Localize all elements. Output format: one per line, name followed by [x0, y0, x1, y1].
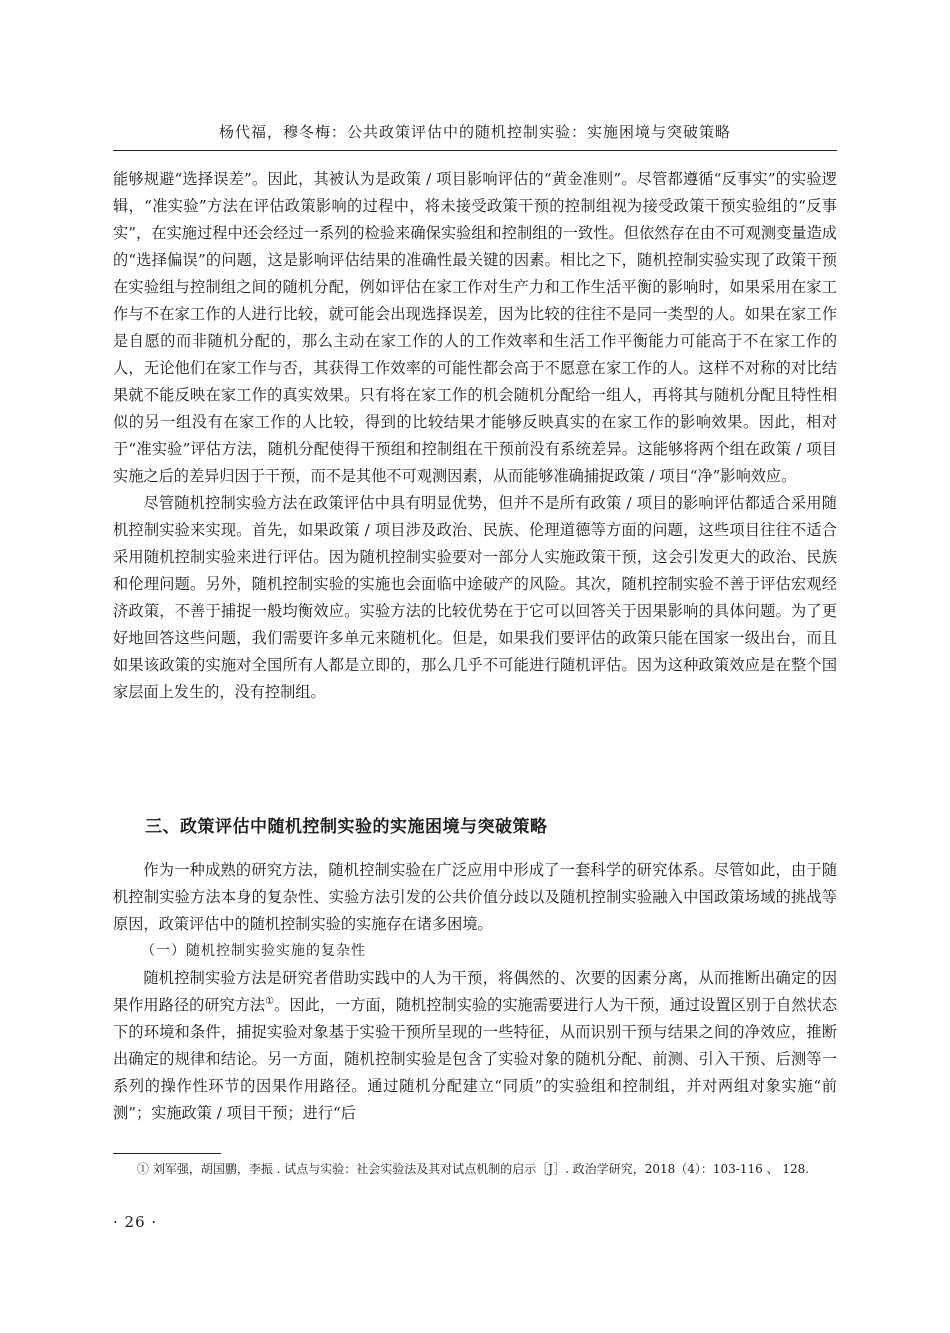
page-number: · 26 ·: [113, 1213, 158, 1231]
section-intro-paragraph: 作为一种成熟的研究方法，随机控制实验在广泛应用中形成了一套科学的研究体系。尽管如此，由于随机控制实验方法本身的复杂性、实验方法引发的公共价值分歧以及随机控制实验融入中国政策场域的挑战等原因，政策评估中的随机控制实验的实施存在诸多困境。: [113, 861, 837, 933]
footnote-ref[interactable]: ①: [265, 995, 275, 1007]
section-heading: 三、政策评估中随机控制实验的实施困境与突破策略: [145, 817, 548, 837]
header-rule: [113, 150, 837, 151]
subsection-text-a: 随机控制实验方法是研究者借助实践中的人为干预，将偶然的、次要的因素分离，从而推断出确定的因果作用路径的研究方法: [113, 969, 837, 1014]
subsection-text-b: 。因此，一方面，随机控制实验的实施需要进行人为干预，通过设置区别于自然状态下的环境和条件，捕捉实验对象基于实验干预所呈现的一些特征，从而识别干预与结果之间的净效应，推断出确定的规律和结论。另一方面，随机控制实验是包含了实验对象的随机分配、前测、引入干预、后测等一系列的操作性环节的因果作用路径。通过随机分配建立“同质”的实验组和控制组，并对两组对象实施“前测”；实施政策 / 项目干预；进行“后: [113, 996, 838, 1122]
running-head: 杨代福，穆冬梅：公共政策评估中的随机控制实验：实施困境与突破策略: [218, 123, 731, 141]
body-text-top: [113, 166, 837, 706]
subsection-paragraph: [113, 965, 837, 1127]
paragraph-1: 能够规避“选择误差”。因此，其被认为是政策 / 项目影响评估的“黄金准则”。尽管都遵循“反事实”的实验逻辑，“准实验”方法在评估政策影响的过程中，将未接受政策干预的控制组视为接受政策干预实验组的“反事实”，在实施过程中还会经过一系列的检验来确保实验组和控制组的一致性。但依然存在由不可观测变量造成的“选择偏误”的问题，这是影响评估结果的准确性最关键的因素。相比之下，随机控制实验实现了政策干预在实验组与控制组之间的随机分配，例如评估在家工作对生产力和工作生活平衡的影响时，如果采用在家工作与不在家工作的人进行比较，就可能会出现选择误差，因为比较的往往不是同一类型的人。如果在家工作是自愿的而非随机分配的，那么主动在家工作的人的工作效率和生活工作平衡能力可能高于不在家工作的人，无论他们在家工作与否，其获得工作效率的可能性都会高于不愿意在家工作的人。这样不对称的对比结果就不能反映在家工作的真实效果。只有将在家工作的机会随机分配给一组人，再将其与随机分配且特性相似的另一组没有在家工作的人比较，得到的比较结果才能够反映真实的在家工作的影响效果。因此，相对于“准实验”评估方法，随机分配使得干预组和控制组在干预前没有系统差异。这能够将两个组在政策 / 项目实施之后的差异归因于干预，而不是其他不可观测因素，从而能够准确捕捉政策 / 项目“净”影响效应。: [113, 170, 837, 485]
body-text-section: [113, 857, 837, 1127]
footnote: [113, 1158, 837, 1180]
footnote-rule: [113, 1153, 221, 1154]
footnote-text: ① 刘军强，胡国鹏，李振 . 试点与实验：社会实验法及其对试点机制的启示［J］. 政治学研究，2018（4）：103-116 、 128.: [137, 1162, 810, 1176]
subheading: （一）随机控制实验实施的复杂性: [141, 943, 366, 959]
paragraph-2: 尽管随机控制实验方法在政策评估中具有明显优势，但并不是所有政策 / 项目的影响评估都适合采用随机控制实验来实现。首先，如果政策 / 项目涉及政治、民族、伦理道德等方面的问题，这些项目往往不适合采用随机控制实验来进行评估。因为随机控制实验要对一部分人实施政策干预，这会引发更大的政治、民族和伦理问题。另外，随机控制实验的实施也会面临中途破产的风险。其次，随机控制实验不善于评估宏观经济政策，不善于捕捉一般均衡效应。实验方法的比较优势在于它可以回答关于因果影响的具体问题。为了更好地回答这些问题，我们需要许多单元来随机化。但是，如果我们要评估的政策只能在国家一级出台，而且如果该政策的实施对全国所有人都是立即的，那么几乎不可能进行随机评估。因为这种政策效应是在整个国家层面上发生的，没有控制组。: [113, 494, 837, 701]
